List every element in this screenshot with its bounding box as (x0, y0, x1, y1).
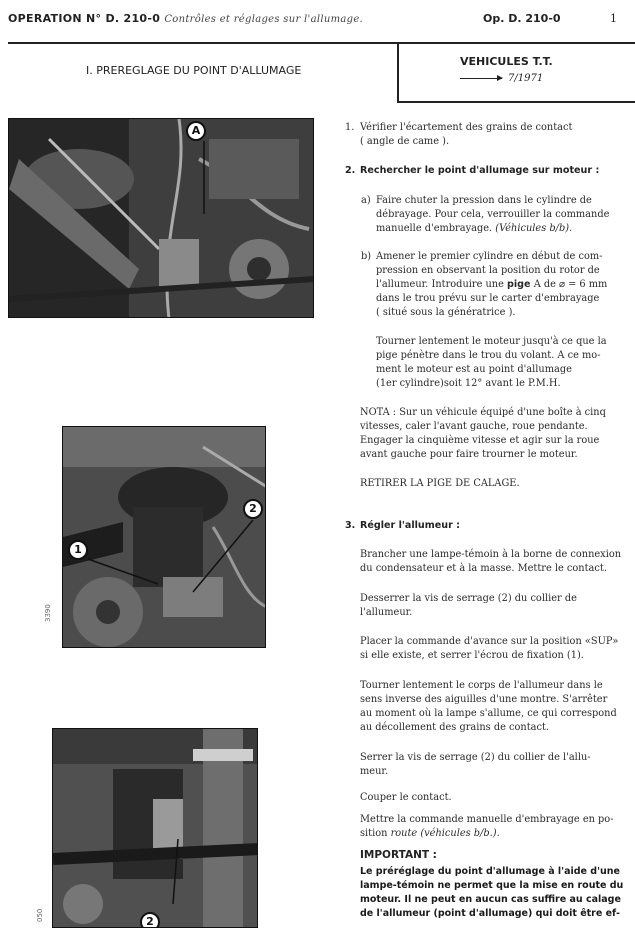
step-1-number: 1. (345, 122, 355, 133)
figure-number: 3390 (44, 604, 52, 622)
step-3-p1-line2: du condensateur et à la masse. Mettre le contact. (360, 563, 607, 574)
figure-distributor-clamp-photo (52, 728, 258, 928)
step-3-number: 3. (345, 520, 356, 531)
step-2b-line3-pre: l'allumeur. Introduire une (376, 279, 504, 290)
vehicles-date-row (460, 73, 543, 84)
figure-marker-2-bottom: 2 (140, 912, 160, 928)
step-2a-line1: Faire chuter la pression dans le cylindre de (376, 195, 592, 206)
figure-number-bottom: 050 (36, 908, 44, 922)
step-3-p2-line1: Desserrer la vis de serrage (2) du collier de (360, 593, 577, 604)
figure-marker-2: 2 (243, 499, 263, 519)
figure-distributor-photo (62, 426, 266, 648)
operation-header (8, 12, 363, 25)
figure-marker-1: 1 (68, 540, 88, 560)
operation-subtitle: Contrôles et réglages sur l'allumage. (164, 14, 364, 25)
nota-line2: vitesses, caler l'avant gauche, roue pendante. (360, 421, 588, 432)
step-2b-para2-line1: Tourner lentement le moteur jusqu'à ce que la (376, 336, 607, 347)
step-2b-para2-line2: pige pénètre dans le trou du volant. A ce mo- (376, 350, 601, 361)
step-3-p4-line2: sens inverse des aiguilles d'une montre. S'arrêter (360, 694, 608, 705)
vehicles-date: 7/1971 (508, 73, 544, 84)
distributor-photo-illustration (63, 427, 266, 648)
step-2a-line2: débrayage. Pour cela, verrouiller la commande (376, 209, 610, 220)
important-title: IMPORTANT : (360, 849, 437, 861)
section-title: I. PREREGLAGE DU POINT D'ALLUMAGE (86, 64, 302, 77)
figure-marker-a: A (186, 121, 206, 141)
step-2b-para2-line3: ment le moteur est au point d'allumage (376, 364, 572, 375)
step-2a-label: a) (361, 195, 371, 206)
step-3-p4-line1: Tourner lentement le corps de l'allumeur dans le (360, 680, 603, 691)
step-3-p5-line2: meur. (360, 766, 389, 777)
step-3-p2-line2: l'allumeur. (360, 607, 413, 618)
step-2b-line2: pression en observant la position du rotor de (376, 265, 600, 276)
step-2-number: 2. (345, 165, 356, 176)
important-line1: Le préréglage du point d'allumage à l'aide d'une (360, 866, 620, 877)
step-3-p4-line3: au moment où la lampe s'allume, ce qui correspond (360, 708, 617, 719)
step-3-p6: Couper le contact. (360, 792, 452, 803)
page-number: 1 (610, 12, 617, 25)
step-3-p7-line2-pre: sition (360, 828, 388, 839)
engine-photo-illustration (9, 119, 314, 318)
important-line2: lampe-témoin ne permet que la mise en route du (360, 880, 624, 891)
step-2b-line1: Amener le premier cylindre en début de com- (376, 251, 603, 262)
step-3-p5-line1: Serrer la vis de serrage (2) du collier de l'allu- (360, 752, 591, 763)
step-1-line2: ( angle de came ). (360, 136, 450, 147)
step-3-p7-line2-italic: route (véhicules b/b.). (390, 828, 500, 839)
figure-engine-pin-photo (8, 118, 314, 318)
step-3-p3-line2: si elle existe, et serrer l'écrou de fixation (1). (360, 650, 584, 661)
step-3-p4-line4: au décollement des grains de contact. (360, 722, 550, 733)
step-2b-line3-post: A de ⌀ = 6 mm (533, 279, 608, 290)
vehicles-label: VEHICULES T.T. (460, 55, 553, 68)
step-3-p7-line1: Mettre la commande manuelle d'embrayage en po- (360, 814, 614, 825)
step-2-title: Rechercher le point d'allumage sur moteur : (360, 165, 600, 176)
step-2b-para2-line4: (1er cylindre)soit 12° avant le P.M.H. (376, 378, 561, 389)
step-2b-label: b) (361, 251, 372, 262)
step-2a-line3-italic: (Véhicules b/b). (495, 223, 573, 234)
remove-pin-instruction: RETIRER LA PIGE DE CALAGE. (360, 478, 520, 489)
nota-line1: NOTA : Sur un véhicule équipé d'une boîte à cinq (360, 407, 606, 418)
step-2a-line3-text: manuelle d'embrayage. (376, 223, 493, 234)
important-line4: de l'allumeur (point d'allumage) qui doit être ef- (360, 908, 620, 919)
nota-line3: Engager la cinquième vitesse et agir sur la roue (360, 435, 600, 446)
nota-line4: avant gauche pour faire trourner le moteur. (360, 449, 578, 460)
step-2b-line3-bold: pige (507, 279, 531, 290)
clamp-photo-illustration (53, 729, 258, 928)
step-3-p1-line1: Brancher une lampe-témoin à la borne de connexion (360, 549, 622, 560)
important-line3: moteur. Il ne peut en aucun cas suffire au calage (360, 894, 621, 905)
step-2b-line4: dans le trou prévu sur le carter d'embrayage (376, 293, 600, 304)
step-3-title: Régler l'allumeur : (360, 520, 460, 531)
step-3-p7-line2 (360, 827, 500, 841)
operation-reference: Op. D. 210-0 (483, 12, 561, 25)
step-2b-line5: ( situé sous la génératrice ). (376, 307, 516, 318)
arrow-icon (460, 78, 502, 79)
step-2b-line3 (376, 278, 607, 292)
step-3-p3-line1: Placer la commande d'avance sur la position «SUP» (360, 636, 619, 647)
step-2a-line3 (376, 222, 572, 236)
step-1-line1: Vérifier l'écartement des grains de contact (360, 122, 573, 133)
operation-number: OPERATION N° D. 210-0 (8, 12, 161, 25)
